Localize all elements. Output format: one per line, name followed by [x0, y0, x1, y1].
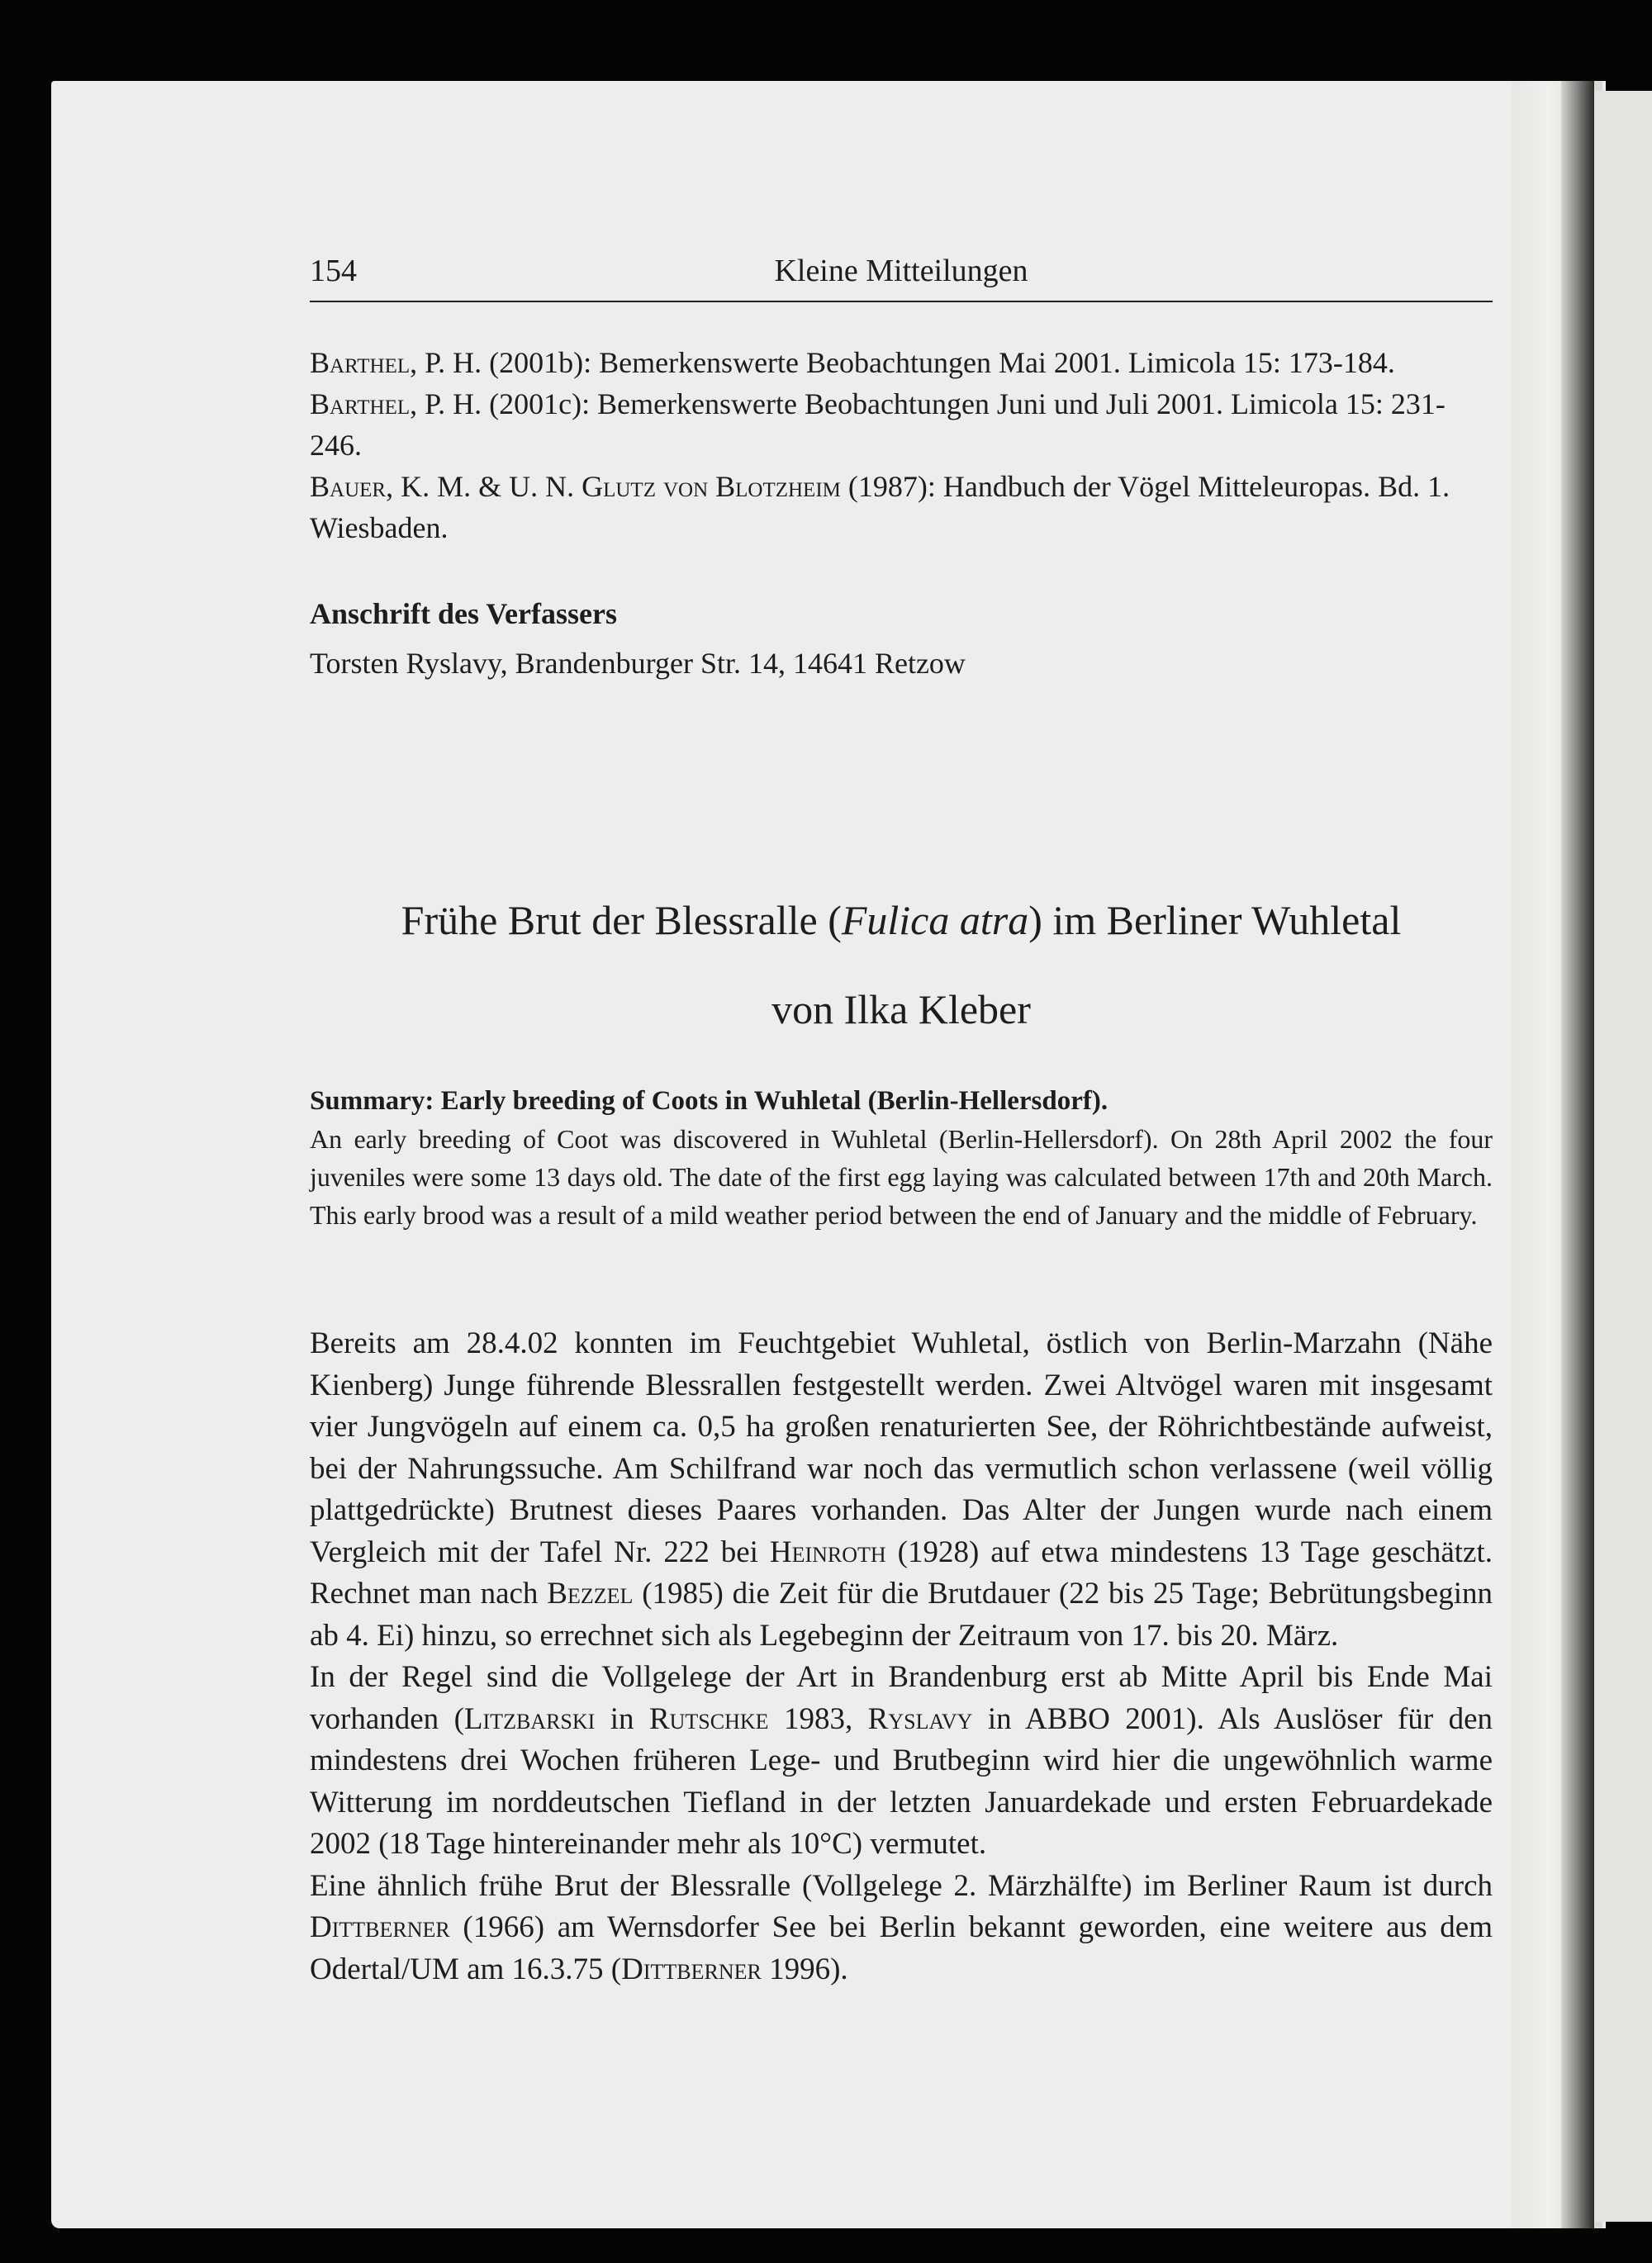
- body-text: Bereits am 28.4.02 konnten im Feuchtgebiet Wuhletal, östlich von Berlin-Marzahn (Nähe Kienberg) Junge führende Blessrallen festgestellt werden. Zwei Altvögel waren mit insgesamt vier Jungvögeln auf einem ca. 0,5 ha großen renaturierten See, der Röhrichtbestände aufweist, bei der Nahrungssuche. Am Schilfrand war noch das vermutlich schon verlassene (weil völlig plattgedrückte) Brutnest dieses Paares vorhanden. Das Alter der Jungen wurde nach einem Vergleich mit der Tafel Nr. 222 bei: [310, 1326, 1493, 1569]
- address-heading: Anschrift des Verfassers: [310, 597, 617, 630]
- summary-block: [310, 1082, 1493, 1234]
- header-rule: [310, 301, 1493, 302]
- reference-author: Barthel: [310, 387, 411, 420]
- article-body: [310, 1323, 1493, 1990]
- book-gutter: [1561, 81, 1594, 2228]
- running-header: [310, 253, 1493, 296]
- body-text: In der Regel sind die Vollgelege der Art in Brandenburg erst ab Mitte April bis Ende Mai vorhanden (: [310, 1660, 1493, 1736]
- reference-item: [310, 466, 1493, 548]
- facing-page-edge: [1594, 91, 1652, 2222]
- body-paragraph: [310, 1657, 1493, 1866]
- reference-author: Glutz von Blotzheim: [582, 470, 841, 503]
- page-number: 154: [310, 254, 357, 288]
- article-title: [310, 894, 1493, 946]
- body-text: (1966) am Wernsdorfer See bei Berlin bekannt geworden, eine weitere aus dem Odertal/UM am 16.3.75 (: [310, 1910, 1493, 1986]
- reference-text: , K. M. & U. N.: [386, 470, 582, 503]
- title-text: Frühe Brut der Blessralle (: [401, 897, 842, 943]
- reference-author: Bauer: [310, 470, 387, 503]
- reference-author: Barthel: [310, 346, 411, 379]
- cited-author: Litzbarski: [463, 1701, 596, 1736]
- title-text: ) im Berliner Wuhletal: [1028, 897, 1402, 943]
- reference-item: [310, 383, 1493, 466]
- body-text: (1928) auf etwa mindestens 13 Tage geschätzt. Rechnet man nach: [310, 1535, 1493, 1611]
- cited-author: Dittberner: [310, 1910, 450, 1944]
- body-text: in: [595, 1701, 649, 1736]
- reference-list: [310, 342, 1493, 548]
- cited-author: Bezzel: [547, 1577, 634, 1611]
- cited-author: Dittberner: [621, 1952, 762, 1986]
- body-text: (1985) die Zeit für die Brutdauer (22 bis 25 Tage; Bebrütungsbeginn ab 4. Ei) hinzu, so errechnet sich als Legebeginn der Zeitraum von 17. bis 20. März.: [310, 1577, 1493, 1653]
- reference-text: , P. H. (2001c): Bemerkenswerte Beobachtungen Juni und Juli 2001. Limicola 15: 231-246.: [310, 387, 1446, 462]
- article-author: von Ilka Kleber: [771, 986, 1031, 1032]
- reference-item: [310, 342, 1493, 383]
- running-title: Kleine Mitteilungen: [774, 254, 1028, 288]
- reference-text: , P. H. (2001b): Bemerkenswerte Beobachtungen Mai 2001. Limicola 15: 173-184.: [410, 346, 1395, 379]
- body-text: in ABBO 2001). Als Auslöser für den mindestens drei Wochen früheren Lege- und Brutbeginn wird hier die ungewöhnlich warme Witterung im norddeutschen Tiefland in der letzten Januardekade und ersten Februardekade 2002 (18 Tage hintereinander mehr als 10°C) vermutet.: [310, 1701, 1493, 1861]
- cited-author: Ryslavy: [867, 1701, 973, 1736]
- body-text: 1996).: [761, 1952, 848, 1986]
- body-paragraph: [310, 1866, 1493, 1991]
- cited-author: Rutschke: [648, 1701, 769, 1736]
- summary-text: An early breeding of Coot was discovered in Wuhletal (Berlin-Hellersdorf). On 28th April 2002 the four juveniles were some 13 days old. The date of the first egg laying was calculated between 17th and 20th March. This early brood was a result of a mild weather period between the end of January and the middle of February.: [310, 1124, 1493, 1230]
- cited-author: Heinroth: [769, 1535, 886, 1569]
- address-text: Torsten Ryslavy, Brandenburger Str. 14, 14641 Retzow: [310, 647, 966, 680]
- body-paragraph: [310, 1323, 1493, 1657]
- body-text: 1983,: [768, 1701, 868, 1736]
- reference-text: (1987): Handbuch der Vögel Mitteleuropas. Bd. 1. Wiesbaden.: [310, 470, 1450, 544]
- body-text: Eine ähnlich frühe Brut der Blessralle (Vollgelege 2. Märzhälfte) im Berliner Raum ist durch: [310, 1868, 1493, 1903]
- species-name: Fulica atra: [841, 897, 1029, 943]
- summary-heading: Summary: Early breeding of Coots in Wuhletal (Berlin-Hellersdorf).: [310, 1086, 1108, 1116]
